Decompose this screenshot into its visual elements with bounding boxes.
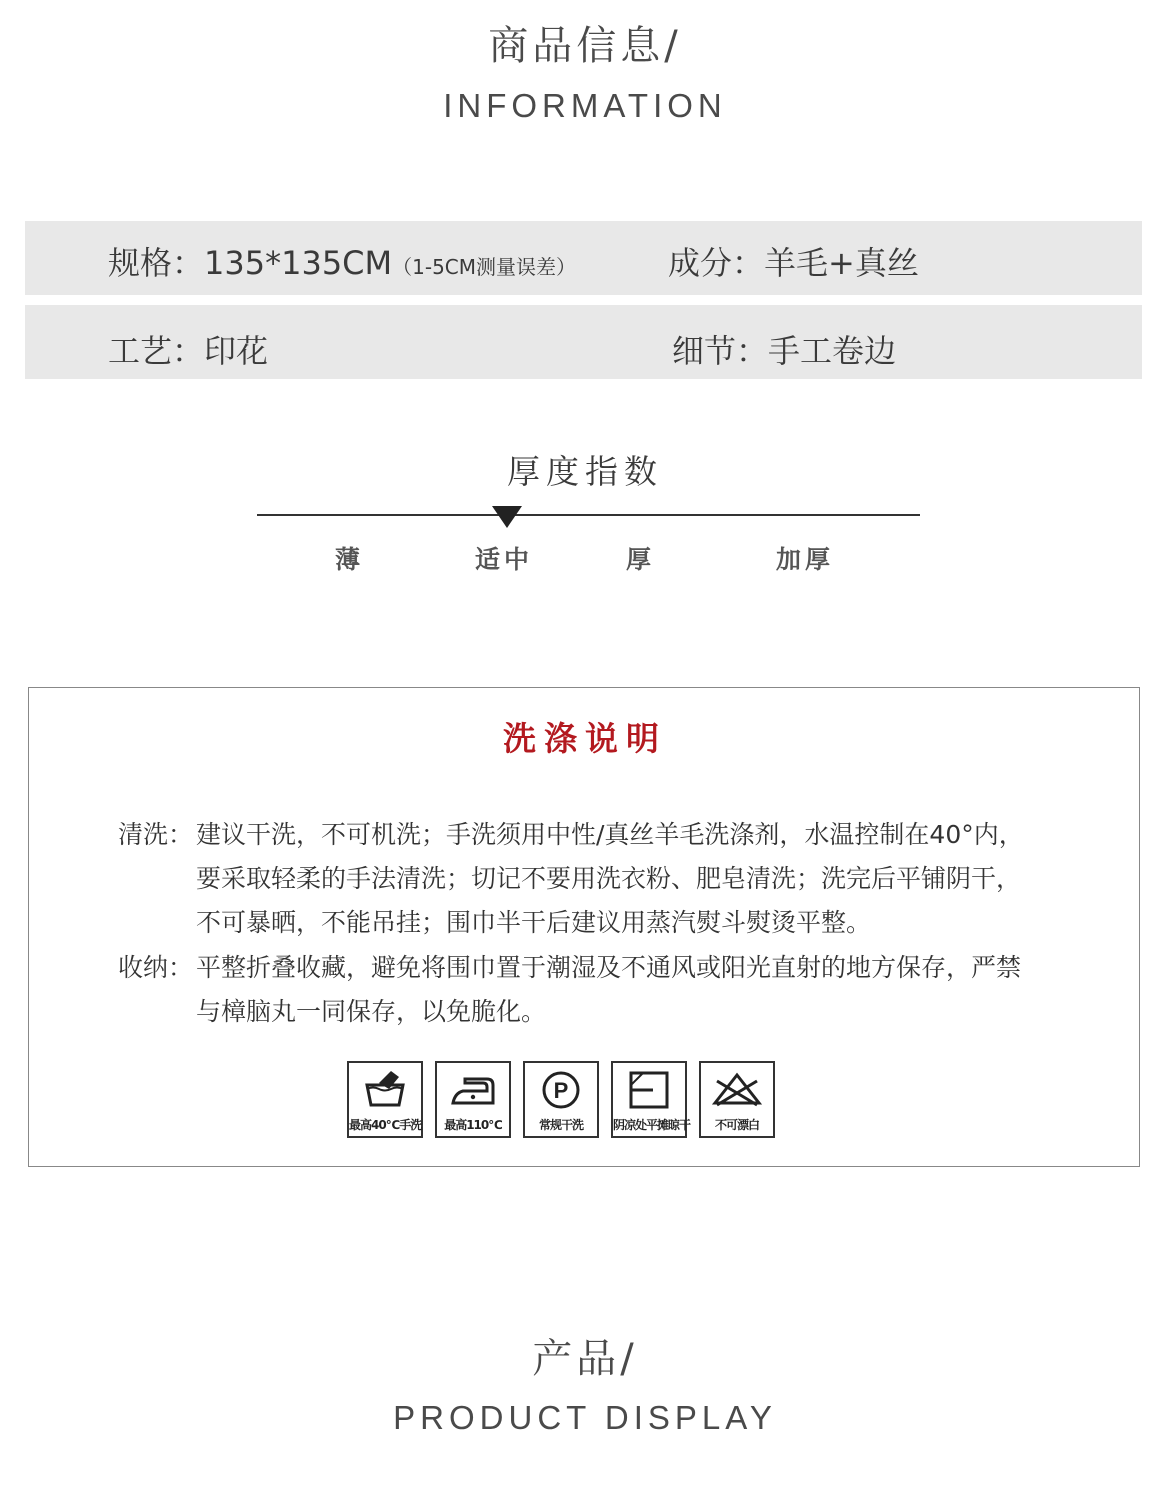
thickness-level-thick: 厚 [626, 545, 656, 574]
flat-dry-shade-icon [611, 1061, 691, 1138]
display-title-cn: 产品/ [532, 1336, 638, 1382]
spec-composition-label: 成分： [668, 244, 765, 282]
care-clean-label: 清洗： [118, 820, 194, 849]
thickness-scale-line [257, 514, 920, 516]
info-title-en: INFORMATION [443, 87, 727, 124]
dry-clean-caption: 常规干洗 [538, 1118, 583, 1132]
spec-detail-value: 手工卷边 [768, 332, 897, 370]
spec-detail [672, 326, 896, 372]
no-bleach-caption: 不可漂白 [714, 1118, 759, 1132]
care-clean-line-1: 建议干洗，不可机洗；手洗须用中性/真丝羊毛洗涤剂，水温控制在40°内， [196, 820, 1024, 849]
display-title-en: PRODUCT DISPLAY [393, 1399, 777, 1436]
thickness-level-thin: 薄 [335, 545, 365, 574]
svg-text:P: P [553, 1078, 569, 1103]
flat-dry-caption: 阴凉处平摊晾干 [613, 1118, 691, 1132]
hand-wash-icon [347, 1061, 423, 1138]
spec-craft-label: 工艺： [108, 332, 205, 370]
spec-craft-value: 印花 [204, 332, 269, 370]
care-title: 洗涤说明 [503, 719, 667, 758]
dry-clean-p-icon [523, 1061, 599, 1138]
thickness-level-extra-thick: 加厚 [776, 545, 835, 574]
care-store-line-2: 与樟脑丸一同保存，以免脆化。 [196, 997, 547, 1026]
spec-size-value: 135*135CM [204, 244, 393, 282]
spec-composition-value: 羊毛+真丝 [764, 244, 919, 282]
iron-icon [435, 1061, 511, 1138]
no-bleach-icon [699, 1061, 775, 1138]
info-title-cn: 商品信息/ [488, 23, 682, 69]
thickness-marker-icon [492, 506, 522, 528]
spec-size-note: （1-5CM测量误差） [392, 255, 577, 279]
spec-craft [108, 326, 268, 372]
spec-size [108, 238, 576, 284]
hand-wash-caption: 最高40℃手洗 [349, 1118, 422, 1132]
care-store-label: 收纳： [118, 953, 194, 982]
care-clean-line-2: 要采取轻柔的手法清洗；切记不要用洗衣粉、肥皂清洗；洗完后平铺阴干， [196, 864, 1022, 893]
iron-caption: 最高110℃ [444, 1118, 502, 1132]
care-store-line-1: 平整折叠收藏，避免将围巾置于潮湿及不通风或阳光直射的地方保存，严禁 [196, 953, 1022, 982]
spec-composition [668, 238, 919, 284]
thickness-title: 厚度指数 [507, 452, 663, 491]
spec-detail-label: 细节： [672, 332, 769, 370]
spec-size-label: 规格： [108, 244, 205, 282]
thickness-level-medium: 适中 [475, 545, 534, 574]
care-clean-line-3: 不可暴晒，不能吊挂；围巾半干后建议用蒸汽熨斗熨烫平整。 [196, 908, 872, 937]
